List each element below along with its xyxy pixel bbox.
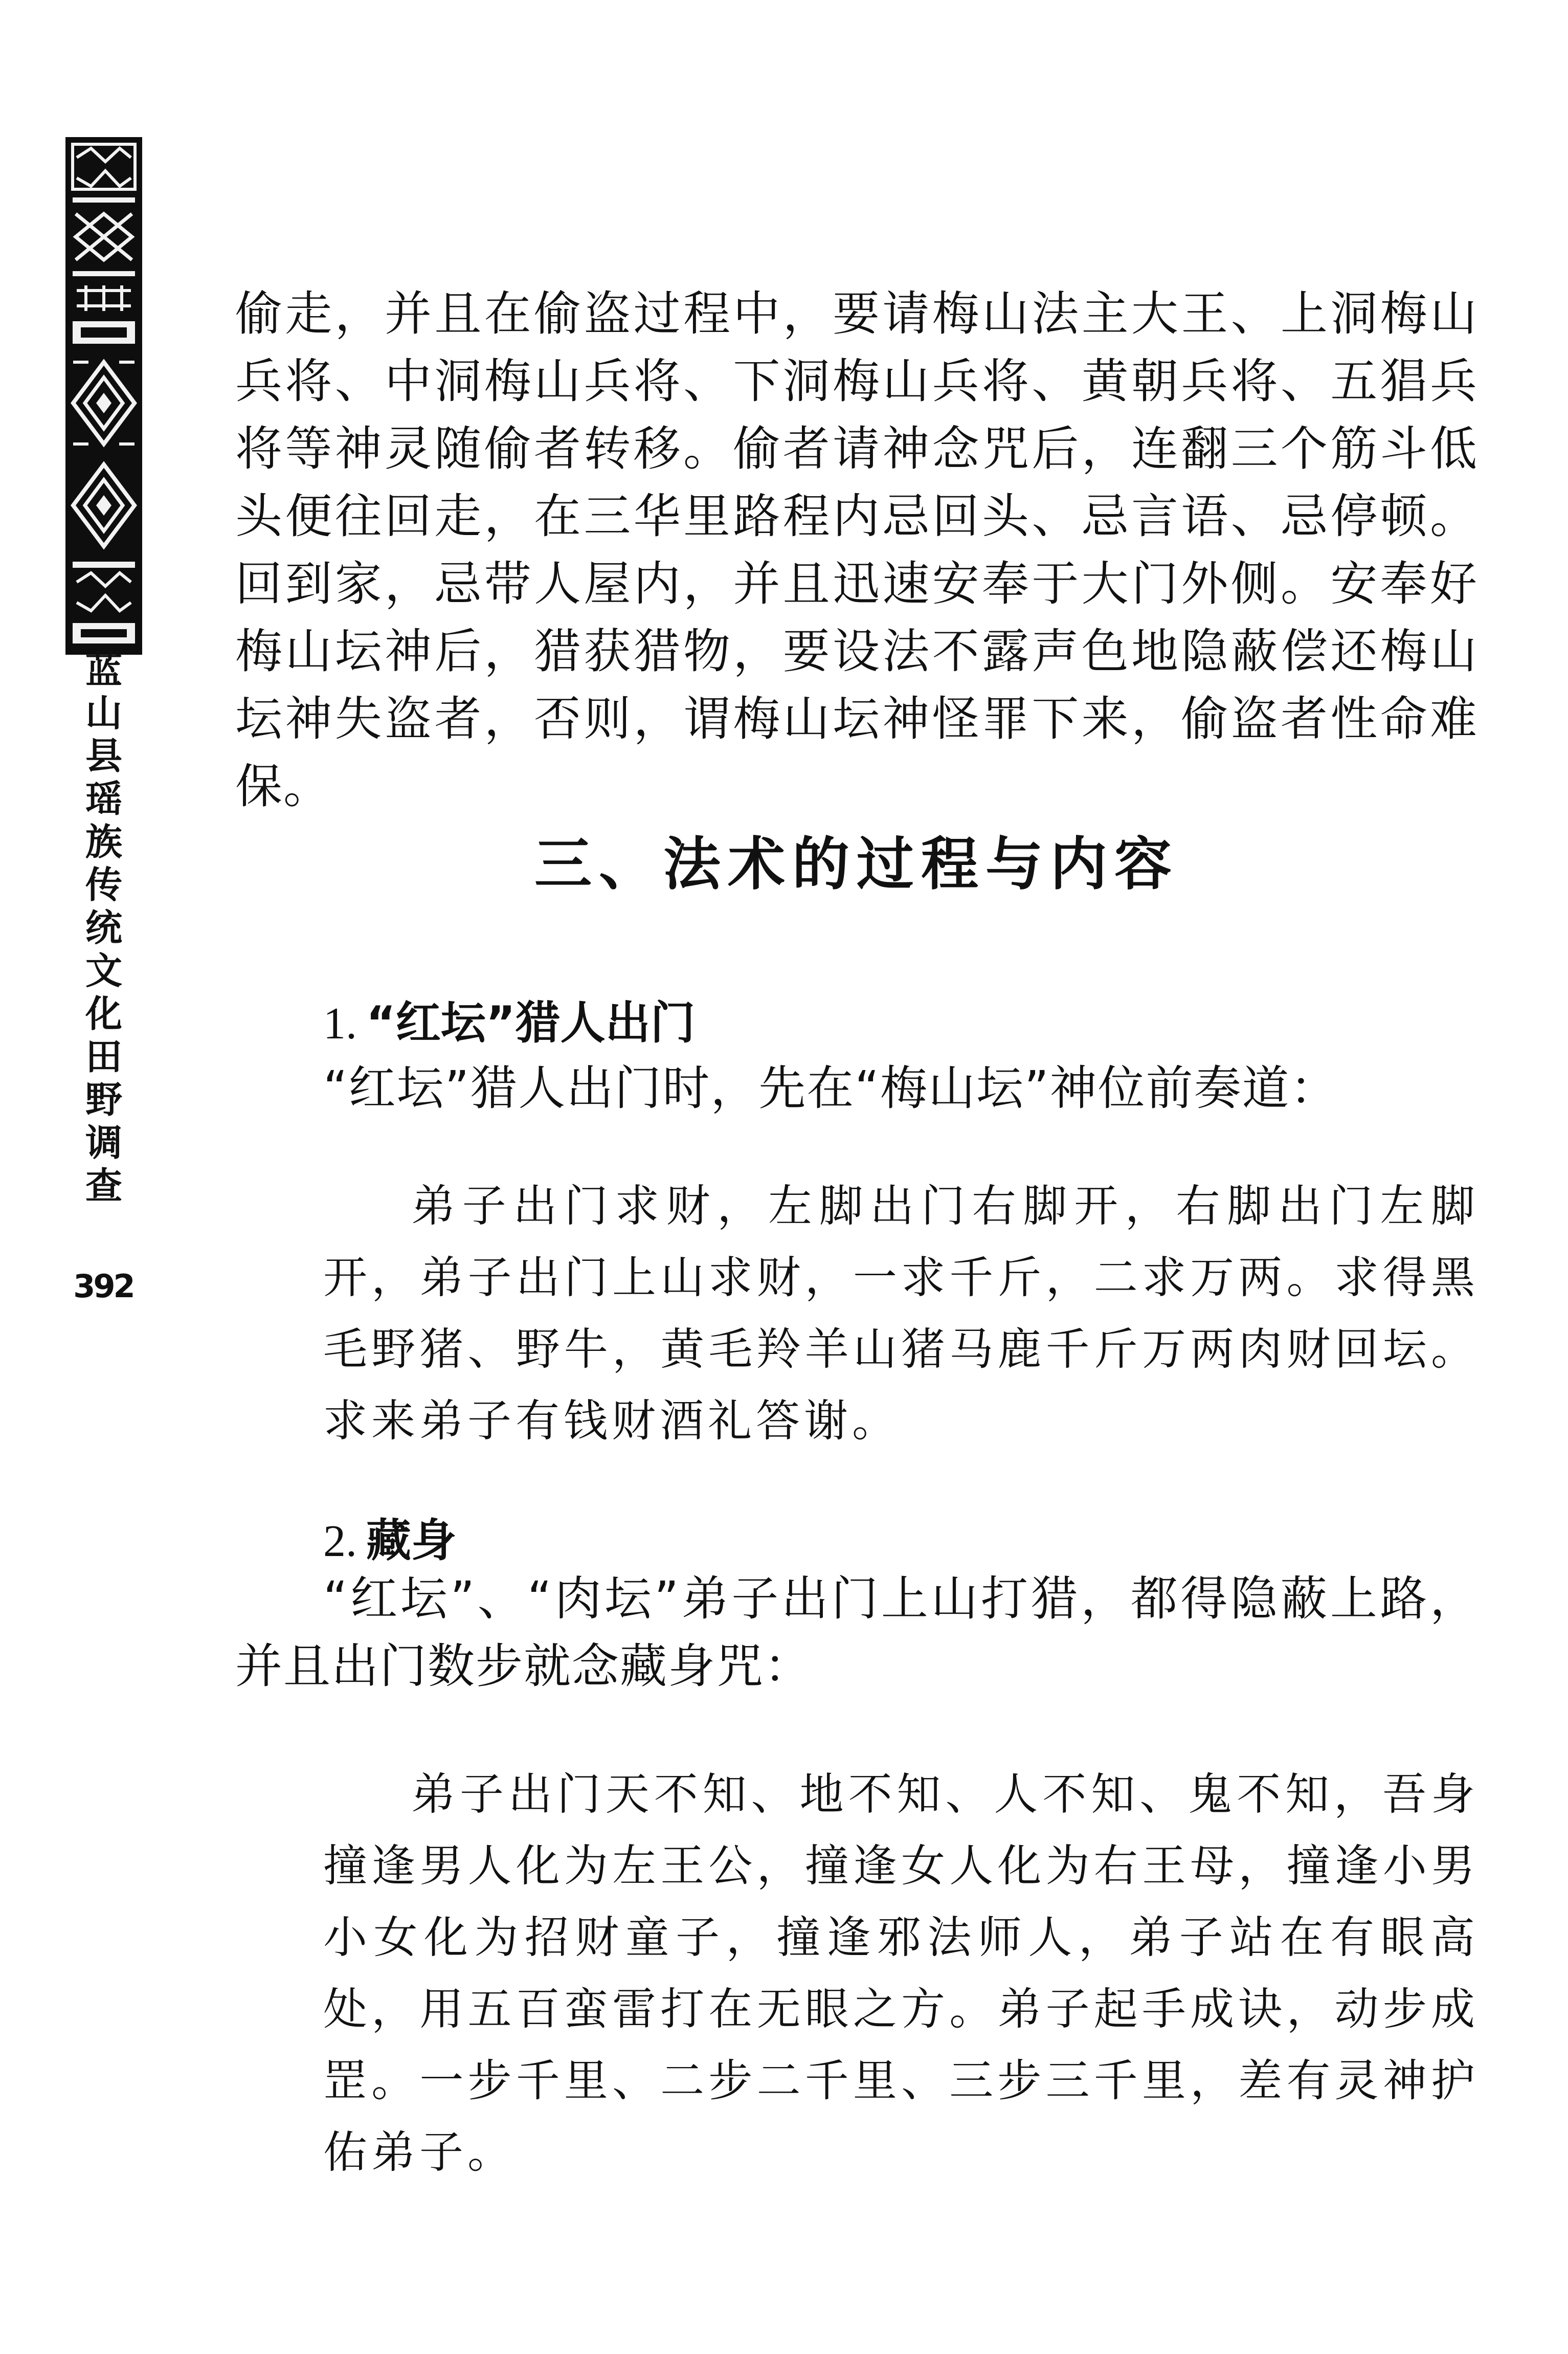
subsection-2-heading bbox=[323, 1505, 456, 1569]
subsection-1-heading bbox=[323, 987, 696, 1052]
section-title: 三、法术的过程与内容 bbox=[534, 831, 1179, 898]
spine-ornament-pattern bbox=[65, 137, 142, 655]
subsection-2-intro: “红坛”、“肉坛”弟子出门上山打猎，都得隐蔽上路，并且出门数步就念藏身咒： bbox=[235, 1571, 1478, 1694]
spine-book-title: 蓝山县瑶族传统文化田野调查 bbox=[85, 649, 122, 1207]
subsection-1-incantation: 弟子出门求财，左脚出门右脚开，右脚出门左脚开，弟子出门上山求财，一求千斤，二求万两。求得黑毛野猪、野牛，黄毛羚羊山猪马鹿千斤万两肉财回坛。求来弟子有钱财酒礼答谢。 bbox=[323, 1181, 1479, 1447]
subsection-1-number: 1. bbox=[323, 999, 357, 1049]
subsection-1-intro: “红坛”猎人出门时，先在“梅山坛”神位前奏道： bbox=[323, 1061, 1338, 1116]
subsection-2-number: 2. bbox=[323, 1517, 357, 1566]
subsection-1-title: “红坛”猎人出门 bbox=[366, 996, 696, 1049]
continuation-paragraph: 偷走，并且在偷盗过程中，要请梅山法主大王、上洞梅山兵将、中洞梅山兵将、下洞梅山兵将、黄朝兵将、五猖兵将等神灵随偷者转移。偷者请神念咒后，连翻三个筋斗低头便往回走，在三华里路程内忌回头、忌言语、忌停顿。回到家，忌带人屋内，并且迅速安奉于大门外侧。安奉好梅山坛神后，猎获猎物，要设法不露声色地隐蔽偿还梅山坛神失盗者，否则，谓梅山坛神怪罪下来，偷盗者性命难保。 bbox=[235, 286, 1478, 814]
subsection-2-incantation: 弟子出门天不知、地不知、人不知、鬼不知，吾身撞逢男人化为左王公，撞逢女人化为右王母，撞逢小男小女化为招财童子，撞逢邪法师人，弟子站在有眼高处，用五百蛮雷打在无眼之方。弟子起手成诀，动步成罡。一步千里、二步二千里、三步三千里，差有灵神护佑弟子。 bbox=[323, 1769, 1479, 2178]
subsection-2-title: 藏身 bbox=[366, 1514, 457, 1567]
page-number: 392 bbox=[73, 1268, 133, 1305]
